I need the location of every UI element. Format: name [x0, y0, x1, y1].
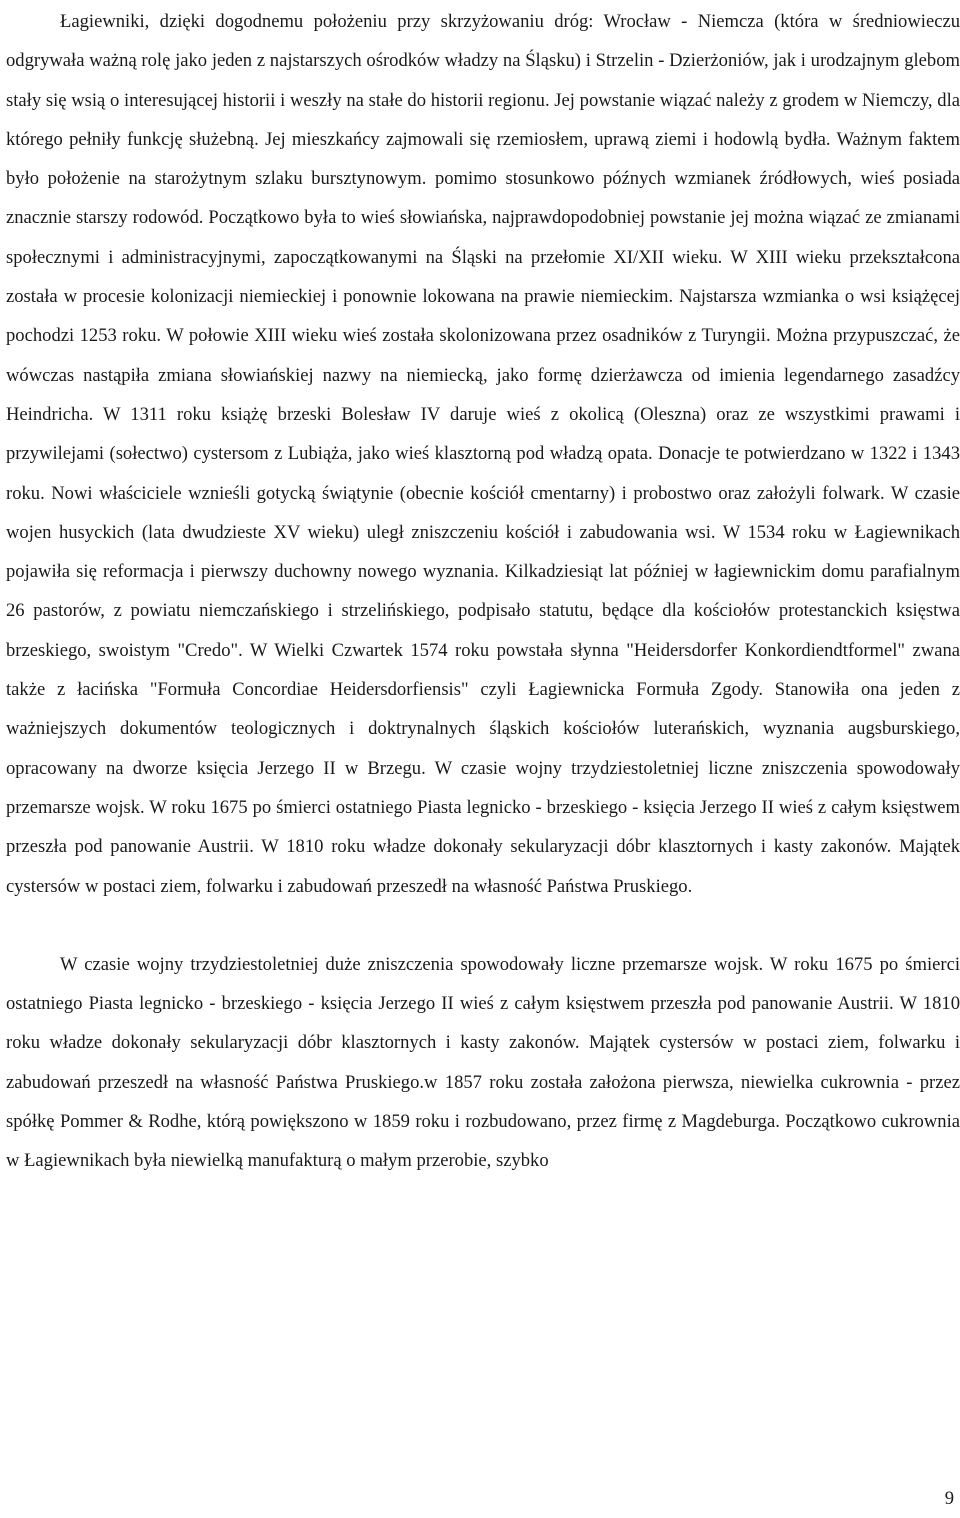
page-number: 9	[944, 1488, 954, 1509]
paragraph-history-1: Łagiewniki, dzięki dogodnemu położeniu przy skrzyżowaniu dróg: Wrocław - Niemcza (która w średniowieczu odgrywała ważną rolę jako jeden z najstarszych ośrodków władzy na Śląsku) i Strzelin - Dzierżoniów, jak i urodzajnym glebom stały się wsią o interesującej historii i weszły na stałe do historii regionu. Jej powstanie wiązać należy z grodem w Niemczy, dla którego pełniły funkcję służebną. Jej mieszkańcy zajmowali się rzemiosłem, uprawą ziemi i hodowlą bydła. Ważnym faktem było położenie na starożytnym szlaku bursztynowym. pomimo stosunkowo późnych wzmianek źródłowych, wieś posiada znacznie starszy rodowód. Początkowo była to wieś słowiańska, najprawdopodobniej powstanie jej można wiązać ze zmianami społecznymi i administracyjnymi, zapoczątkowanymi na Śląski na przełomie XI/XII wieku. W XIII wieku przekształcona została w procesie kolonizacji niemieckiej i ponownie lokowana na prawie niemieckim. Najstarsza wzmianka o wsi książęcej pochodzi 1253 roku. W połowie XIII wieku wieś została skolonizowana przez osadników z Turyngii. Można przypuszczać, że wówczas nastąpiła zmiana słowiańskiej nazwy na niemiecką, jako formę dzierżawcza od imienia legendarnego zasadźcy Heindricha. W 1311 roku książę brzeski Bolesław IV daruje wieś z okolicą (Oleszna) oraz ze wszystkimi prawami i przywilejami (sołectwo) cystersom z Lubiąża, jako wieś klasztorną pod władzą opata. Donacje te potwierdzano w 1322 i 1343 roku. Nowi właściciele wznieśli gotycką świątynie (obecnie kościół cmentarny) i probostwo oraz założyli folwark. W czasie wojen husyckich (lata dwudzieste XV wieku) uległ zniszczeniu kościół i zabudowania wsi. W 1534 roku w Łagiewnikach pojawiła się reformacja i pierwszy duchowny nowego wyznania. Kilkadziesiąt lat później w łagiewnickim domu parafialnym 26 pastorów, z powiatu niemczańskiego i strzelińskiego, podpisało statutu, będące dla kościołów protestanckich księstwa brzeskiego, swoistym "Credo". W Wielki Czwartek 1574 roku powstała słynna "Heidersdorfer Konkordiendtformel" zwana także z łacińska "Formuła Concordiae Heidersdorfiensis" czyli Łagiewnicka Formuła Zgody. Stanowiła ona jeden z ważniejszych dokumentów teologicznych i doktrynalnych śląskich kościołów luterańskich, wyznania augsburskiego, opracowany na dworze księcia Jerzego II w Brzegu. W czasie wojny trzydziestoletniej liczne zniszczenia spowodowały przemarsze wojsk. W roku 1675 po śmierci ostatniego Piasta legnicko - brzeskiego - księcia Jerzego II wieś z całym księstwem przeszła pod panowanie Austrii. W 1810 roku władze dokonały sekularyzacji dóbr klasztornych i kasty zakonów. Majątek cystersów w postaci ziem, folwarku i zabudowań przeszedł na własność Państwa Pruskiego.	[6, 11, 960, 897]
paragraph-history-2: W czasie wojny trzydziestoletniej duże zniszczenia spowodowały liczne przemarsze wojsk. W roku 1675 po śmierci ostatniego Piasta legnicko - brzeskiego - księcia Jerzego II wieś z całym księstwem przeszła pod panowanie Austrii. W 1810 roku władze dokonały sekularyzacji dóbr klasztornych i kasty zakonów. Majątek cystersów w postaci ziem, folwarku i zabudowań przeszedł na własność Państwa Pruskiego.w 1857 roku została założona pierwsza, niewielka cukrownia - przez spółkę Pommer & Rodhe, którą powiększono w 1859 roku i rozbudowano, przez firmę z Magdeburga. Początkowo cukrownia w Łagiewnikach była niewielką manufakturą o małym przerobie, szybko	[6, 953, 960, 1172]
document-page	[6, 2, 960, 1181]
